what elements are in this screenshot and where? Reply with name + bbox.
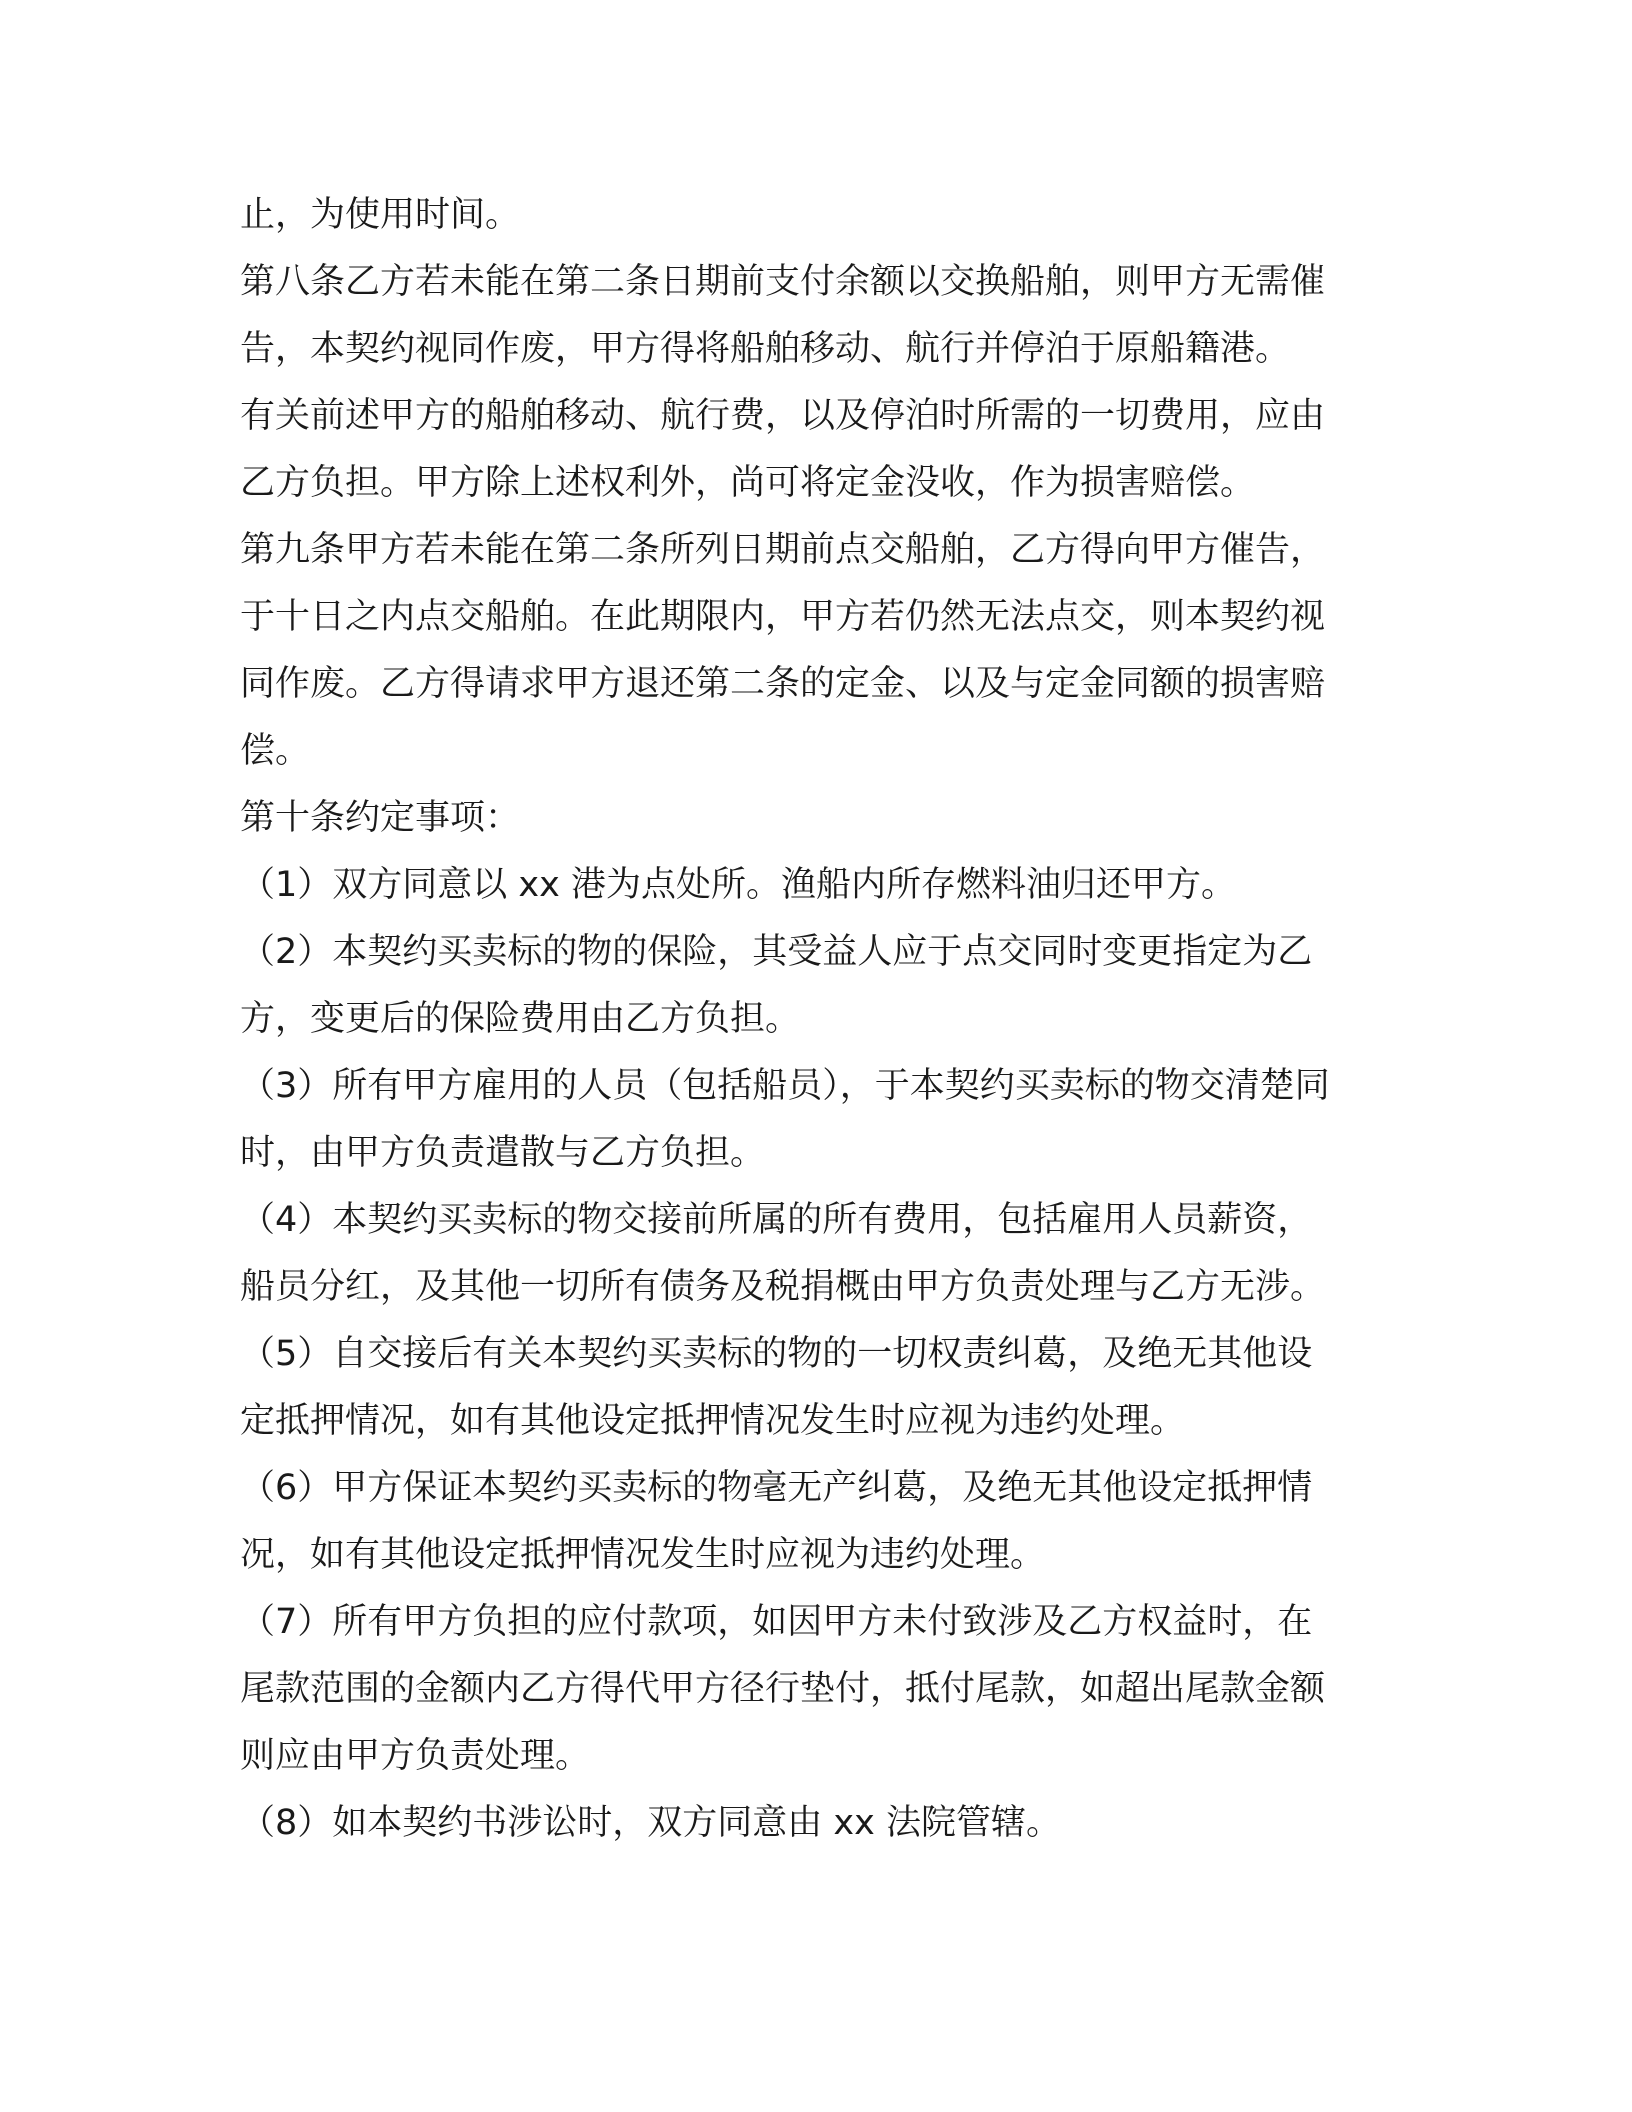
text-line: （3）所有甲方雇用的人员（包括船员），于本契约买卖标的物交清楚同 xyxy=(240,1066,1330,1106)
text-line: 则应由甲方负责处理。 xyxy=(240,1736,591,1776)
text-line: 况，如有其他设定抵押情况发生时应视为违约处理。 xyxy=(240,1535,1046,1575)
text-line: （2）本契约买卖标的物的保险，其受益人应于点交同时变更指定为乙 xyxy=(240,932,1313,972)
text-line: （1）双方同意以 xx 港为点处所。渔船内所存燃料油归还甲方。 xyxy=(240,865,1236,905)
text-line: （6）甲方保证本契约买卖标的物毫无产纠葛，及绝无其他设定抵押情 xyxy=(240,1468,1313,1508)
text-line: （7）所有甲方负担的应付款项，如因甲方未付致涉及乙方权益时，在 xyxy=(240,1602,1313,1642)
contract-text xyxy=(240,182,1400,1857)
text-line: 船员分红，及其他一切所有债务及税捐概由甲方负责处理与乙方无涉。 xyxy=(240,1267,1326,1307)
text-line: 同作废。乙方得请求甲方退还第二条的定金、以及与定金同额的损害赔 xyxy=(240,664,1326,704)
text-line: 第八条乙方若未能在第二条日期前支付余额以交换船舶，则甲方无需催 xyxy=(240,262,1326,302)
text-line: （8）如本契约书涉讼时，双方同意由 xx 法院管辖。 xyxy=(240,1803,1061,1843)
text-line: 乙方负担。甲方除上述权利外，尚可将定金没收，作为损害赔偿。 xyxy=(240,463,1256,503)
text-line: 时，由甲方负责遣散与乙方负担。 xyxy=(240,1133,766,1173)
text-line: 偿。 xyxy=(240,731,311,771)
text-line: 第十条约定事项： xyxy=(240,798,521,838)
text-line: 止，为使用时间。 xyxy=(240,195,521,235)
text-line: 第九条甲方若未能在第二条所列日期前点交船舶，乙方得向甲方催告， xyxy=(240,530,1326,570)
text-line: 于十日之内点交船舶。在此期限内，甲方若仍然无法点交，则本契约视 xyxy=(240,597,1326,637)
text-line: 尾款范围的金额内乙方得代甲方径行垫付，抵付尾款，如超出尾款金额 xyxy=(240,1669,1326,1709)
text-line: 有关前述甲方的船舶移动、航行费，以及停泊时所需的一切费用，应由 xyxy=(240,396,1326,436)
text-line: （5）自交接后有关本契约买卖标的物的一切权责纠葛，及绝无其他设 xyxy=(240,1334,1313,1374)
text-line: 方，变更后的保险费用由乙方负担。 xyxy=(240,999,801,1039)
text-line: 告，本契约视同作废，甲方得将船舶移动、航行并停泊于原船籍港。 xyxy=(240,329,1291,369)
text-line: （4）本契约买卖标的物交接前所属的所有费用，包括雇用人员薪资， xyxy=(240,1200,1313,1240)
text-line: 定抵押情况，如有其他设定抵押情况发生时应视为违约处理。 xyxy=(240,1401,1186,1441)
